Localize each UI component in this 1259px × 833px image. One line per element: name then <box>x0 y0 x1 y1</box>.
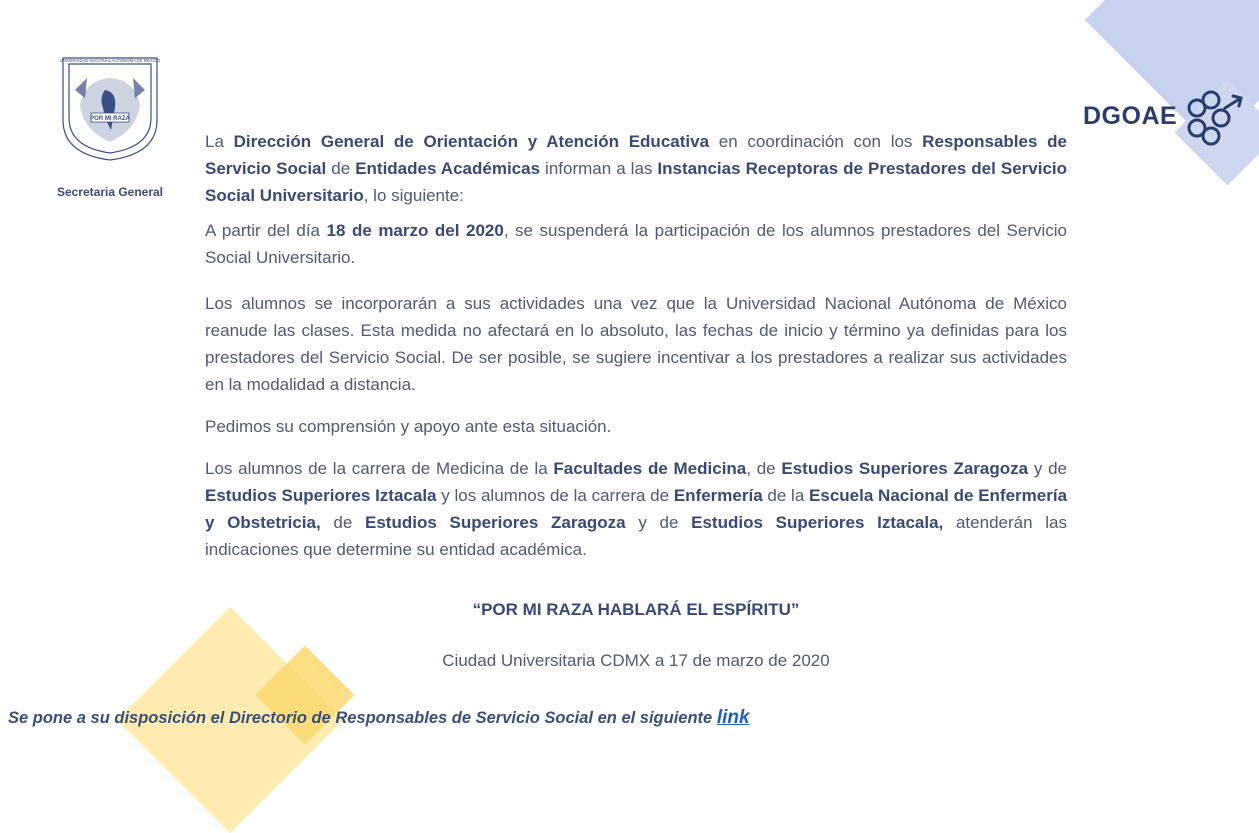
footer-directory-notice <box>8 707 750 729</box>
dgoae-logo-text: DGOAE <box>1083 102 1178 130</box>
announcement-body <box>205 128 1067 563</box>
paragraph-intro: La Dirección General de Orientación y Atención Educativa en coordinación con los Responsables de Servicio Social de Entidades Académicas informan a las Instancias Receptoras de Prestadores del Servicio Social Universitario, lo siguiente: <box>205 132 1068 205</box>
paragraph-resumption: Los alumnos se incorporarán a sus actividades una vez que la Universidad Nacional Autónoma de México reanude las clases. Esta medida no afectará en lo absoluto, las fechas de inicio y término ya definidas para los prestadores del Servicio Social. De ser posible, se sugiere incentivar a los prestadores a realizar sus actividades en la modalidad a distancia. <box>205 294 1067 394</box>
paragraph-request: Pedimos su comprensión y apoyo ante esta situación. <box>205 417 612 436</box>
unam-seal-logo <box>55 50 165 162</box>
place-and-date: Ciudad Universitaria CDMX a 17 de marzo de 2020 <box>442 651 830 670</box>
paragraph-medicine-nursing: Los alumnos de la carrera de Medicina de la Facultades de Medicina, de Estudios Superiores Zaragoza y de Estudios Superiores Iztacala y los alumnos de la carrera de Enfermería de la Escuela Nacional de Enfermería y Obstetricia, de Estudios Superiores Zaragoza y de Estudios Superiores Iztacala, atenderán las indicaciones que determine su entidad académica. <box>205 459 1068 559</box>
paragraph-suspension: A partir del día 18 de marzo del 2020, se suspenderá la participación de los alumnos prestadores del Servicio Social Universitario. <box>205 221 1068 267</box>
footer-text: Se pone a su disposición el Directorio de Responsables de Servicio Social en el siguiente <box>8 709 717 727</box>
university-motto: “POR MI RAZA HABLARÁ EL ESPÍRITU” <box>472 600 800 619</box>
dgoae-knot-icon <box>1181 90 1247 150</box>
seal-motto-text: POR MI RAZA <box>90 116 130 122</box>
seal-institution-text: UNIVERSIDAD NACIONAL AUTÓNOMA DE MÉXICO <box>59 58 161 63</box>
directory-link[interactable]: link <box>716 707 750 728</box>
dgoae-logo <box>1083 90 1248 150</box>
secretaria-general-caption: Secretaria General <box>56 185 164 199</box>
